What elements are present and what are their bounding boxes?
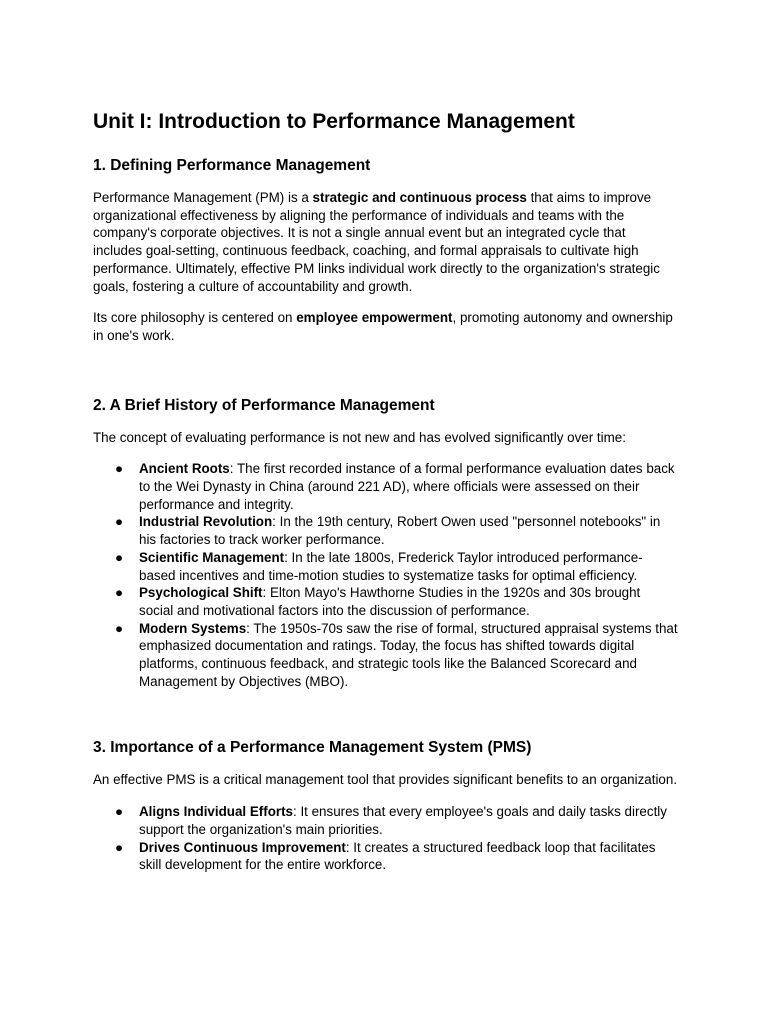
list-item-term: Ancient Roots: [139, 461, 230, 477]
list-item: [93, 839, 678, 874]
section-3-intro: An effective PMS is a critical management tool that provides significant benefits to an organization.: [93, 772, 678, 788]
section-2-heading: 2. A Brief History of Performance Management: [93, 396, 435, 414]
spacer: [93, 359, 678, 396]
list-item-term: Industrial Revolution: [139, 514, 273, 530]
section-1-heading: 1. Defining Performance Management: [93, 157, 371, 174]
list-item-text: : In the 19th century, Robert Owen used "personnel notebooks" in his factories to track worker performance.: [139, 514, 661, 548]
list-item: [93, 513, 678, 548]
bullet-icon: ●: [115, 839, 124, 855]
bullet-icon: ●: [115, 620, 124, 636]
text-run: that aims to improve organizational effectiveness by aligning the performance of individuals and teams with the company's corporate objectives. It is not a single annual event but an integrated cycle that includes goal-setting, continuous feedback, coaching, and formal appraisals to cultivate high performance. Ultimately, effective PM links individual work directly to the organization's strategic goals, fostering a culture of accountability and growth.: [93, 190, 660, 294]
list-item-term: Drives Continuous Improvement: [139, 839, 346, 855]
section-1-paragraph-1: [93, 189, 678, 295]
list-item-text: : It ensures that every employee's goals and daily tasks directly support the organization's main priorities.: [139, 804, 667, 837]
list-item-term: Scientific Management: [139, 549, 285, 565]
list-item-text: : The first recorded instance of a formal performance evaluation dates back to the Wei Dynasty in China (around 221 AD), where officials were assessed on their performance and integrity.: [139, 461, 675, 512]
list-item-term: Modern Systems: [139, 620, 247, 636]
list-item-term: Aligns Individual Efforts: [139, 804, 293, 820]
history-list: [93, 460, 678, 690]
list-item-text: : In the late 1800s, Frederick Taylor introduced performance-based incentives and time-motion studies to systematize tasks for optimal efficiency.: [139, 549, 643, 583]
list-item-text: : Elton Mayo's Hawthorne Studies in the 1920s and 30s brought social and motivational factors into the discussion of performance.: [139, 585, 641, 618]
bullet-icon: ●: [115, 514, 124, 530]
list-item: [93, 460, 678, 513]
spacer: [93, 704, 678, 738]
section-1-paragraph-2: [93, 309, 678, 344]
bold-text: strategic and continuous process: [312, 190, 527, 205]
importance-list: [93, 803, 678, 874]
list-item: [93, 549, 678, 584]
section-2-intro: The concept of evaluating performance is not new and has evolved significantly over time:: [93, 429, 626, 445]
bold-text: employee empowerment: [296, 310, 453, 326]
bullet-icon: ●: [115, 461, 124, 477]
page-title: Unit I: Introduction to Performance Management: [93, 110, 575, 133]
bullet-icon: ●: [115, 549, 124, 565]
text-run: Its core philosophy is centered on: [93, 310, 297, 326]
list-item: [93, 620, 678, 691]
list-item-text: : The 1950s-70s saw the rise of formal, structured appraisal systems that emphasized documentation and ratings. Today, the focus has shifted towards digital platforms, continuous feedback, and strategic tools like the Balanced Scorecard and Management by Objectives (MBO).: [139, 620, 678, 689]
list-item: [93, 803, 678, 838]
bullet-icon: ●: [115, 804, 124, 820]
text-run: Performance Management (PM) is a: [93, 190, 313, 205]
list-item: [93, 584, 678, 619]
section-3-heading: 3. Importance of a Performance Management System (PMS): [93, 739, 532, 757]
bullet-icon: ●: [115, 585, 124, 601]
list-item-term: Psychological Shift: [139, 585, 263, 601]
list-item-text: : It creates a structured feedback loop that facilitates skill development for the entire workforce.: [139, 839, 656, 873]
text-run: , promoting autonomy and ownership in one's work.: [93, 310, 673, 343]
